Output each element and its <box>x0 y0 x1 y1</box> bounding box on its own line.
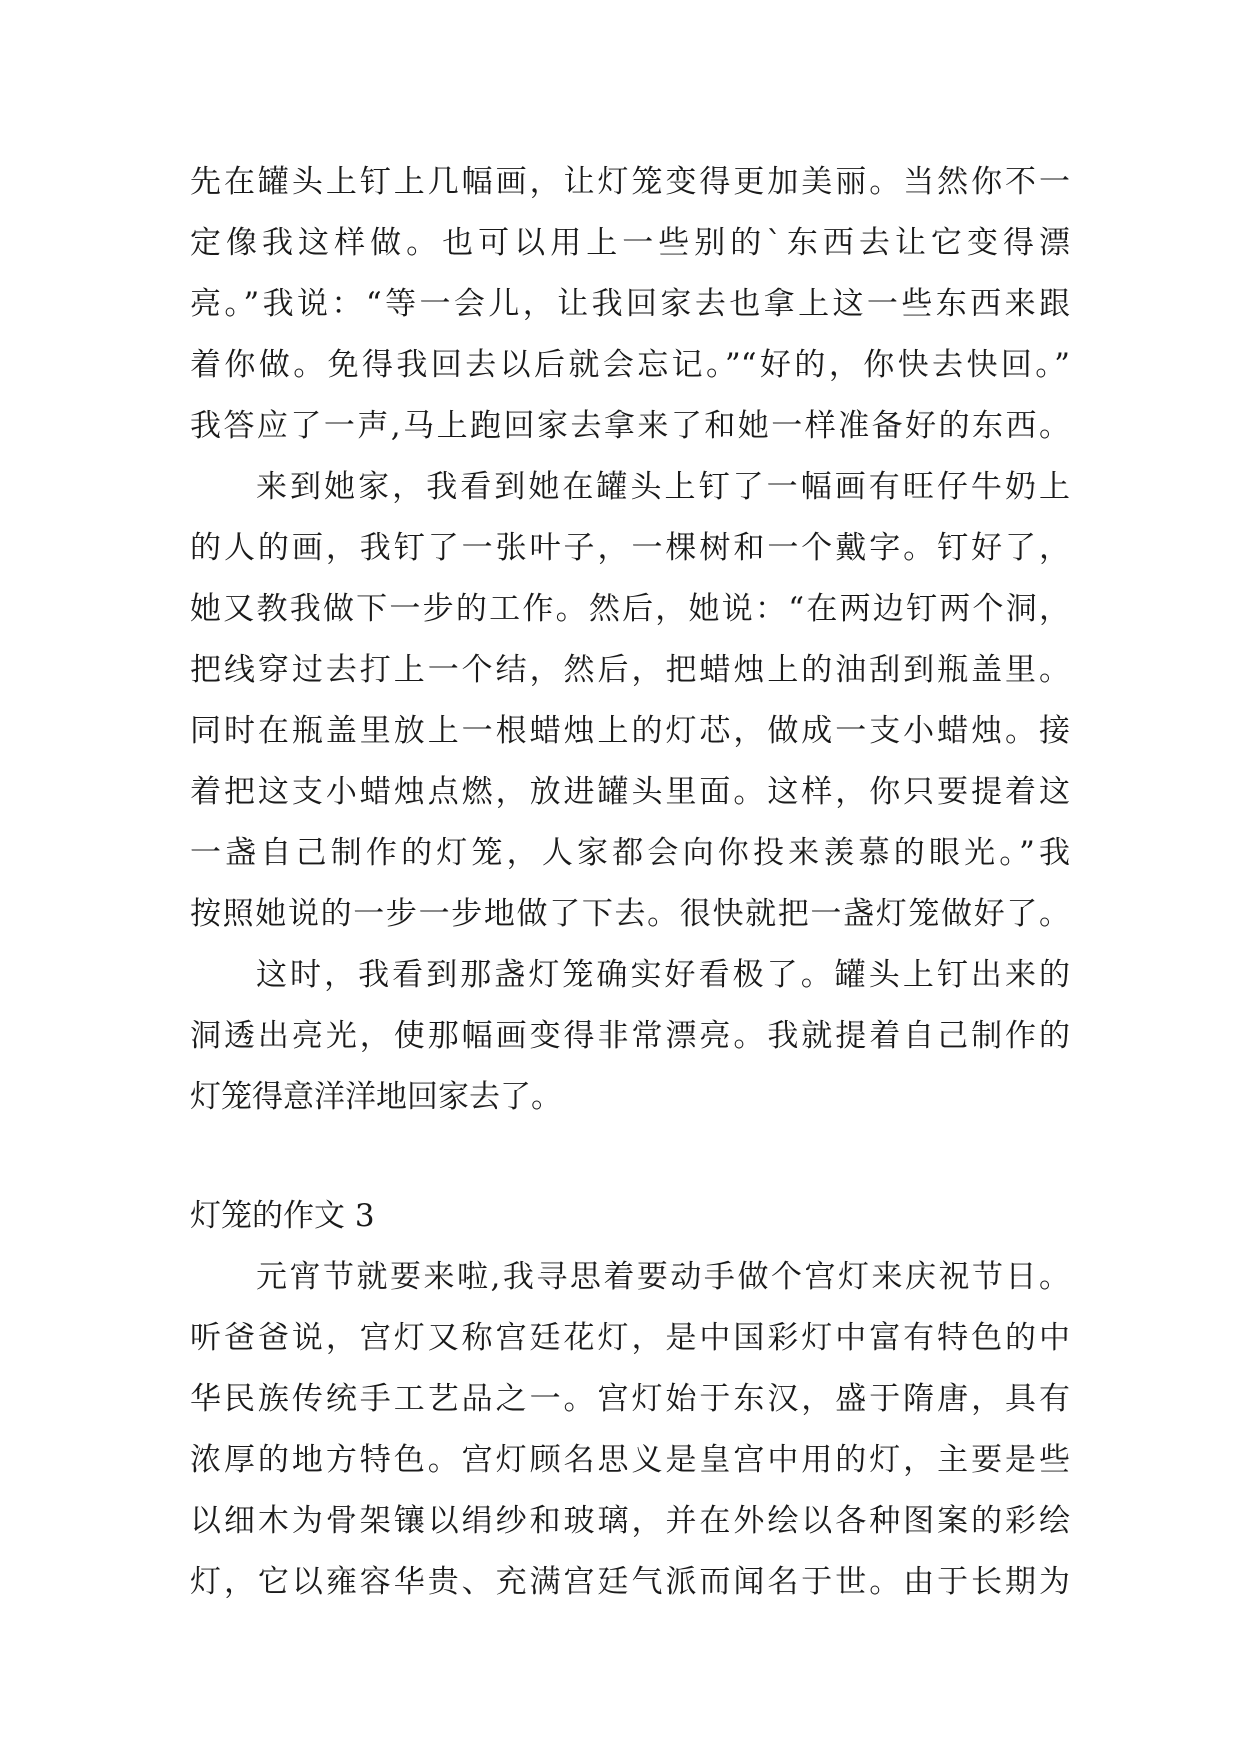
section-gap <box>190 1128 1070 1186</box>
text-line: 来到她家，我看到她在罐头上钉了一幅画有旺仔牛奶上 <box>256 469 1070 505</box>
text-line: 浓厚的地方特色。宫灯顾名思义是皇宫中用的灯，主要是些 <box>190 1442 1070 1478</box>
paragraph-2 <box>190 457 1070 945</box>
text-line: 着你做。免得我回去以后就会忘记。”“好的，你快去快回。” <box>190 347 1070 383</box>
document-page <box>190 152 1070 1613</box>
text-line: 的人的画，我钉了一张叶子，一棵树和一个戴字。钉好了， <box>190 530 1070 566</box>
text-line: 定像我这样做。也可以用上一些别的`东西去让它变得漂 <box>190 225 1070 261</box>
text-line: 洞透出亮光，使那幅画变得非常漂亮。我就提着自己制作的 <box>190 1018 1070 1054</box>
text-line: 灯笼得意洋洋地回家去了。 <box>190 1079 562 1115</box>
text-line: 华民族传统手工艺品之一。宫灯始于东汉，盛于隋唐，具有 <box>190 1381 1070 1417</box>
text-line: 先在罐头上钉上几幅画，让灯笼变得更加美丽。当然你不一 <box>190 164 1070 200</box>
text-line: 亮。”我说：“等一会儿，让我回家去也拿上这一些东西来跟 <box>190 286 1070 322</box>
text-line: 她又教我做下一步的工作。然后，她说：“在两边钉两个洞， <box>190 591 1070 627</box>
text-line: 灯，它以雍容华贵、充满宫廷气派而闻名于世。由于长期为 <box>190 1564 1070 1600</box>
paragraph-4 <box>190 1247 1070 1613</box>
text-line: 这时，我看到那盏灯笼确实好看极了。罐头上钉出来的 <box>256 957 1070 993</box>
text-line: 同时在瓶盖里放上一根蜡烛上的灯芯，做成一支小蜡烛。接 <box>190 713 1070 749</box>
text-line: 按照她说的一步一步地做了下去。很快就把一盏灯笼做好了。 <box>190 896 1070 932</box>
text-line: 我答应了一声,马上跑回家去拿来了和她一样准备好的东西。 <box>190 408 1070 444</box>
paragraph-3 <box>190 945 1070 1128</box>
text-line: 把线穿过去打上一个结，然后，把蜡烛上的油刮到瓶盖里。 <box>190 652 1070 688</box>
text-line: 元宵节就要来啦,我寻思着要动手做个宫灯来庆祝节日。 <box>256 1259 1070 1295</box>
section-title: 灯笼的作文 3 <box>190 1198 375 1234</box>
text-line: 一盏自己制作的灯笼，人家都会向你投来羡慕的眼光。”我 <box>190 835 1070 871</box>
text-line: 以细木为骨架镶以绢纱和玻璃，并在外绘以各种图案的彩绘 <box>190 1503 1070 1539</box>
text-line: 着把这支小蜡烛点燃，放进罐头里面。这样，你只要提着这 <box>190 774 1070 810</box>
paragraph-1 <box>190 152 1070 457</box>
text-line: 听爸爸说，宫灯又称宫廷花灯，是中国彩灯中富有特色的中 <box>190 1320 1070 1356</box>
